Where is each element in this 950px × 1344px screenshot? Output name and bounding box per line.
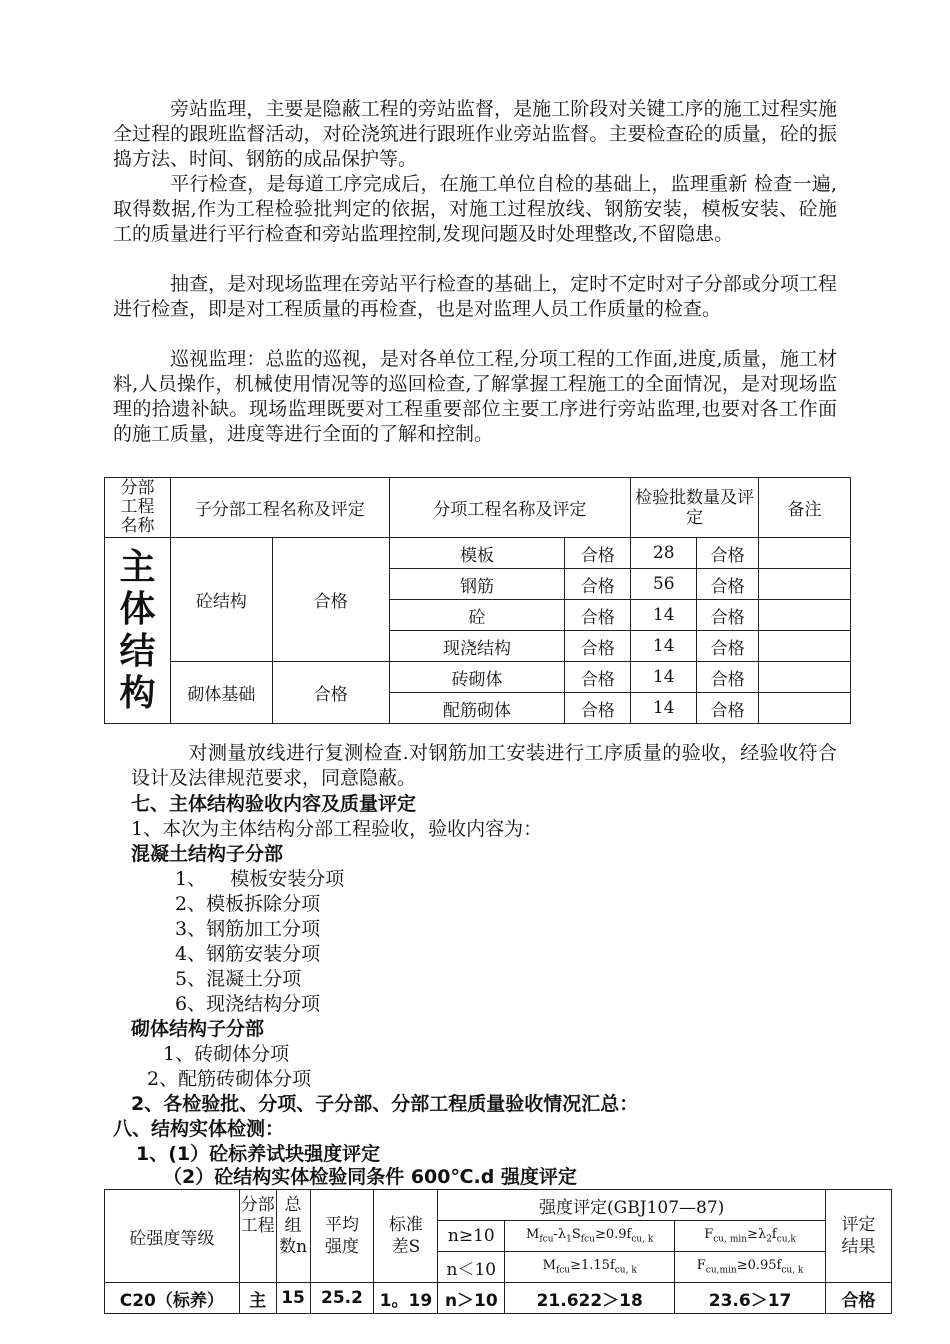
item-name: 配筋砌体: [389, 693, 565, 724]
group-name: 砼结构: [170, 538, 272, 662]
row-v2: 23.6＞17: [675, 1283, 826, 1314]
batch-grade: 合格: [697, 662, 759, 693]
row-n: n＞10: [438, 1283, 505, 1314]
remark-cell: [759, 538, 851, 569]
remark-cell: [759, 662, 851, 693]
batch-grade: 合格: [697, 538, 759, 569]
header-eval: 强度评定(GBJ107—87): [438, 1190, 826, 1221]
item-grade: 合格: [565, 569, 631, 600]
concrete-item: 4、钢筋安装分项: [175, 943, 321, 965]
formula-fcumin-lt: $F_{cu,min}\ge 0.95f_{cu, k}$: [675, 1252, 826, 1283]
section-7-intro: 1、本次为主体结构分部工程验收，验收内容为：: [131, 818, 543, 840]
remark-cell: [759, 600, 851, 631]
concrete-item: 6、现浇结构分项: [175, 993, 321, 1015]
item-grade: 合格: [565, 600, 631, 631]
row-groups: 15: [276, 1283, 310, 1314]
header-remark: 备注: [759, 478, 851, 538]
header-grade: 砼强度等级: [105, 1190, 240, 1283]
header-result: 评定结果: [825, 1190, 891, 1283]
header-n-ge-10: n≥10: [438, 1221, 505, 1252]
division-name: 主体结构: [105, 538, 171, 724]
item-name: 砖砌体: [389, 662, 565, 693]
header-item: 分项工程名称及评定: [389, 478, 631, 538]
item-name: 模板: [389, 538, 565, 569]
batch-count: 28: [631, 538, 697, 569]
row-avg: 25.2: [310, 1283, 374, 1314]
item-name: 钢筋: [389, 569, 565, 600]
paragraph-parallel-check: 平行检查，是每道工序完成后，在施工单位自检的基础上，监理重新 检查一遍,取得数据,作为工程检验批判定的依据，对施工过程放线、钢筋安装，模板安装、砼施工的质量进行平行检查和旁站监理控制,发现问题及时处理整改,不留隐患。: [113, 173, 837, 245]
section-8-title: 八、结构实体检测：: [113, 1118, 285, 1140]
batch-grade: 合格: [697, 569, 759, 600]
item-grade: 合格: [565, 538, 631, 569]
paragraph-spot-check: 抽查，是对现场监理在旁站平行检查的基础上，定时不定时对子分部或分项工程进行检查，即是对工程质量的再检查，也是对监理人员工作质量的检查。: [113, 273, 837, 320]
masonry-item: 2、配筋砖砌体分项: [147, 1068, 312, 1090]
formula-fcumin-ge: $F_{cu, min}\ge\lambda_2f_{cu,k}$: [675, 1221, 826, 1252]
row-grade: C20（标养）: [105, 1283, 240, 1314]
paragraph-hidden-works-acceptance: 对测量放线进行复测检查.对钢筋加工安装进行工序质量的验收，经验收符合设计及法律规范要求，同意隐蔽。: [131, 742, 837, 789]
remark-cell: [759, 569, 851, 600]
summary-heading: 2、各检验批、分项、子分部、分部工程质量验收情况汇总：: [131, 1093, 639, 1115]
header-std: 标准差S: [374, 1190, 438, 1283]
row-std: 1。19: [374, 1283, 438, 1314]
batch-grade: 合格: [697, 693, 759, 724]
concrete-item: 3、钢筋加工分项: [175, 918, 321, 940]
paragraph-patrol: 巡视监理：总监的巡视，是对各单位工程,分项工程的工作面,进度,质量，施工材料,人员操作，机械使用情况等的巡回检查,了解掌握工程施工的全面情况，是对现场监理的拾遗补缺。现场监理既要对工程重要部位主要工序进行旁站监理,也要对各工作面的施工质量，进度等进行全面的了解和控制。: [113, 348, 837, 445]
section-7-title: 七、主体结构验收内容及质量评定: [131, 793, 417, 815]
group-grade: 合格: [272, 662, 389, 724]
batch-count: 56: [631, 569, 697, 600]
item-grade: 合格: [565, 631, 631, 662]
header-groups: 总组数n: [276, 1190, 310, 1283]
batch-grade: 合格: [697, 600, 759, 631]
formula-mfcu-ge: $M_{fcu}-\lambda_1S_{fcu}\ge 0.9f_{cu, k}$: [505, 1221, 675, 1252]
row-result: 合格: [825, 1283, 891, 1314]
concrete-item: 2、模板拆除分项: [175, 893, 321, 915]
header-division: 分部工程名称: [105, 478, 171, 538]
acceptance-table: [104, 477, 851, 724]
masonry-item: 1、砖砌体分项: [163, 1043, 290, 1065]
concrete-item: 5、混凝土分项: [175, 968, 302, 990]
strength-evaluation-table: [104, 1189, 892, 1314]
batch-count: 14: [631, 600, 697, 631]
concrete-item: 1、 模板安装分项: [175, 868, 345, 890]
batch-count: 14: [631, 662, 697, 693]
section-8-sub1: 1、(1）砼标养试块强度评定: [136, 1143, 381, 1165]
row-part: 主: [239, 1283, 276, 1314]
batch-count: 14: [631, 631, 697, 662]
masonry-subdivision-title: 砌体结构子分部: [131, 1018, 265, 1040]
item-name: 现浇结构: [389, 631, 565, 662]
remark-cell: [759, 631, 851, 662]
paragraph-side-supervision: 旁站监理，主要是隐蔽工程的旁站监督，是施工阶段对关键工序的施工过程实施全过程的跟班监督活动，对砼浇筑进行跟班作业旁站监督。主要检查砼的质量，砼的振捣方法、时间、钢筋的成品保护等。: [113, 98, 837, 170]
formula-mfcu-lt: $M_{fcu}\ge 1.15f_{cu, k}$: [505, 1252, 675, 1283]
batch-grade: 合格: [697, 631, 759, 662]
header-avg: 平均强度: [310, 1190, 374, 1283]
header-sub-division: 子分部工程名称及评定: [170, 478, 389, 538]
concrete-subdivision-title: 混凝土结构子分部: [131, 843, 284, 865]
group-name: 砌体基础: [170, 662, 272, 724]
item-name: 砼: [389, 600, 565, 631]
item-grade: 合格: [565, 662, 631, 693]
group-grade: 合格: [272, 538, 389, 662]
item-grade: 合格: [565, 693, 631, 724]
row-v1: 21.622＞18: [505, 1283, 675, 1314]
batch-count: 14: [631, 693, 697, 724]
header-batch: 检验批数量及评定: [631, 478, 759, 538]
header-n-lt-10: n＜10: [438, 1252, 505, 1283]
remark-cell: [759, 693, 851, 724]
header-part: 分部工程: [239, 1190, 276, 1283]
section-8-sub2: （2）砼结构实体检验同条件 600℃.d 强度评定: [163, 1166, 577, 1188]
